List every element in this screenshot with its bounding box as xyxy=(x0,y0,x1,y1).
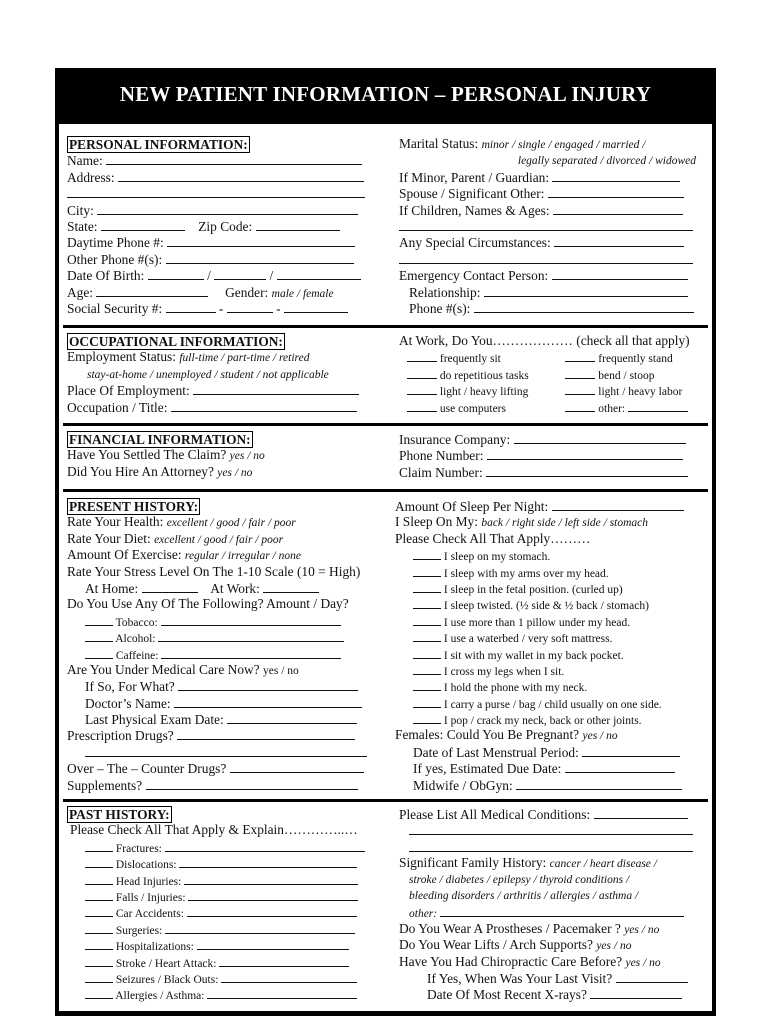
circumstances-field-2[interactable] xyxy=(399,251,693,264)
family-options-1[interactable]: cancer / heart disease / xyxy=(549,858,657,871)
pregnant-options[interactable]: yes / no xyxy=(582,730,618,743)
past-field[interactable] xyxy=(221,970,357,983)
guardian-label: If Minor, Parent / Guardian: xyxy=(399,169,550,185)
lifts-options[interactable]: yes / no xyxy=(596,940,632,953)
spouse-field[interactable] xyxy=(548,185,684,198)
work-item: light / heavy labor xyxy=(598,386,683,399)
sleep-item: I sit with my wallet in my back pocket. xyxy=(443,649,624,662)
work-check[interactable] xyxy=(407,399,437,412)
past-field[interactable] xyxy=(207,986,357,999)
past-field[interactable] xyxy=(219,954,349,967)
past-check[interactable] xyxy=(85,954,113,967)
past-item: Stroke / Heart Attack: xyxy=(115,957,217,970)
children-field[interactable] xyxy=(553,202,683,215)
past-field[interactable] xyxy=(187,904,357,917)
occupational-header: OCCUPATIONAL INFORMATION: xyxy=(69,334,283,349)
circumstances-field[interactable] xyxy=(554,234,684,247)
work-check[interactable] xyxy=(565,366,595,379)
sleep-item: I cross my legs when I sit. xyxy=(443,665,565,678)
divider xyxy=(63,489,708,492)
family-label: Significant Family History: xyxy=(399,855,547,871)
health-options[interactable]: excellent / good / fair / poor xyxy=(166,517,296,530)
emergency-field[interactable] xyxy=(552,267,688,280)
medical-care-options[interactable]: yes / no xyxy=(263,664,299,677)
claim-label: Claim Number: xyxy=(399,464,483,480)
chiro-label: Have You Had Chiropractic Care Before? xyxy=(399,953,623,969)
past-check[interactable] xyxy=(85,888,113,901)
work-items-left xyxy=(399,349,565,415)
medical-conditions-field-3[interactable] xyxy=(409,839,693,852)
pregnant-label: Females: Could You Be Pregnant? xyxy=(395,727,580,743)
sleep-on-label: I Sleep On My: xyxy=(395,514,478,530)
ssn-field-2[interactable] xyxy=(227,300,273,313)
dob-month-field[interactable] xyxy=(148,267,204,280)
due-date-label: If yes, Estimated Due Date: xyxy=(413,761,562,777)
midwife-label: Midwife / ObGyn: xyxy=(413,777,513,793)
sleep-check[interactable] xyxy=(413,711,441,724)
past-field[interactable] xyxy=(165,921,355,934)
past-check-label: Please Check All That Apply & Explain…………..… xyxy=(70,822,358,838)
divider xyxy=(63,799,708,802)
substance-check[interactable] xyxy=(85,613,113,626)
attorney-label: Did You Hire An Attorney? xyxy=(67,463,214,479)
sleep-check[interactable] xyxy=(413,613,441,626)
children-field-2[interactable] xyxy=(399,218,693,231)
ssn-field-3[interactable] xyxy=(284,300,348,313)
past-check[interactable] xyxy=(85,970,113,983)
at-home-field[interactable] xyxy=(142,580,198,593)
substance-label: Tobacco: xyxy=(115,616,158,629)
sleep-item: I hold the phone with my neck. xyxy=(443,682,588,695)
xrays-label: Date Of Most Recent X-rays? xyxy=(427,987,587,1003)
past-field[interactable] xyxy=(188,888,358,901)
sleep-check[interactable] xyxy=(413,662,441,675)
family-options-4[interactable]: other: xyxy=(409,908,438,921)
work-items-right xyxy=(565,349,704,415)
supplements-field[interactable] xyxy=(146,777,358,790)
past-check[interactable] xyxy=(85,921,113,934)
claim-field[interactable] xyxy=(486,464,688,477)
place-label: Place Of Employment: xyxy=(67,383,190,399)
prosthesis-options[interactable]: yes / no xyxy=(624,923,660,936)
sleep-check[interactable] xyxy=(413,678,441,691)
otc-field[interactable] xyxy=(230,760,364,773)
last-exam-label: Last Physical Exam Date: xyxy=(85,712,224,728)
medical-conditions-label: Please List All Medical Conditions: xyxy=(399,807,591,822)
circumstances-label: Any Special Circumstances: xyxy=(399,235,551,251)
past-item: Car Accidents: xyxy=(115,908,184,921)
work-item: use computers xyxy=(439,402,506,415)
prosthesis-label: Do You Wear A Prostheses / Pacemaker ? xyxy=(399,920,621,936)
work-item: frequently sit xyxy=(439,353,501,366)
exercise-options[interactable]: regular / irregular / none xyxy=(184,550,301,563)
family-other-field[interactable] xyxy=(440,904,684,917)
marital-label: Marital Status: xyxy=(399,136,479,151)
medical-conditions-field[interactable] xyxy=(594,806,688,819)
substance-label: Alcohol: xyxy=(115,633,156,646)
midwife-field[interactable] xyxy=(516,777,682,790)
daytime-phone-label: Daytime Phone #: xyxy=(67,235,164,251)
sleep-check[interactable] xyxy=(413,695,441,708)
menstrual-label: Date of Last Menstrual Period: xyxy=(413,744,579,760)
dob-label: Date Of Birth: xyxy=(67,268,145,284)
sleep-on-options[interactable]: back / right side / left side / stomach xyxy=(481,517,649,530)
contact-phone-field[interactable] xyxy=(474,300,694,313)
past-check[interactable] xyxy=(85,937,113,950)
sleep-amount-field[interactable] xyxy=(552,498,684,511)
relationship-label: Relationship: xyxy=(409,284,481,300)
sleep-item: I pop / crack my neck, back or other joints. xyxy=(443,715,642,728)
sleep-check[interactable] xyxy=(413,629,441,642)
daytime-phone-field[interactable] xyxy=(167,234,355,247)
last-visit-field[interactable] xyxy=(616,970,688,983)
employment-options-1[interactable]: full-time / part-time / retired xyxy=(179,352,310,365)
diet-label: Rate Your Diet: xyxy=(67,530,151,546)
gender-label: Gender: xyxy=(225,284,269,300)
past-check[interactable] xyxy=(85,986,113,999)
substance-field[interactable] xyxy=(161,613,341,626)
menstrual-field[interactable] xyxy=(582,744,680,757)
for-what-field[interactable] xyxy=(178,678,358,691)
substance-label: Caffeine: xyxy=(115,649,159,662)
address-field[interactable] xyxy=(118,169,364,182)
past-item: Hospitalizations: xyxy=(115,941,194,954)
doctor-label: Doctor’s Name: xyxy=(85,695,171,711)
city-label: City: xyxy=(67,202,94,218)
exercise-label: Amount Of Exercise: xyxy=(67,547,182,563)
work-check[interactable] xyxy=(407,366,437,379)
otc-label: Over – The – Counter Drugs? xyxy=(67,761,227,777)
employment-options-2[interactable]: stay-at-home / unemployed / student / not applicable xyxy=(87,368,329,381)
spouse-label: Spouse / Significant Other: xyxy=(399,186,545,202)
financial-header: FINANCIAL INFORMATION: xyxy=(69,432,251,447)
substance-field[interactable] xyxy=(161,646,341,659)
past-field[interactable] xyxy=(179,855,357,868)
work-item: frequently stand xyxy=(598,353,673,366)
medical-care-label: Are You Under Medical Care Now? xyxy=(67,661,260,677)
ssn-label: Social Security #: xyxy=(67,300,163,316)
age-label: Age: xyxy=(67,284,94,300)
name-field[interactable] xyxy=(106,152,362,165)
past-item: Seizures / Black Outs: xyxy=(115,973,219,986)
sleep-check[interactable] xyxy=(413,547,441,560)
family-options-2[interactable]: stroke / diabetes / epilepsy / thyroid conditions / xyxy=(409,873,630,886)
present-header: PRESENT HISTORY: xyxy=(69,499,199,514)
form-title: NEW PATIENT INFORMATION – PERSONAL INJURY xyxy=(55,68,716,120)
past-check[interactable] xyxy=(85,904,113,917)
past-item: Surgeries: xyxy=(115,924,163,937)
settled-label: Have You Settled The Claim? xyxy=(67,447,227,463)
ssn-field-1[interactable] xyxy=(166,300,216,313)
work-check[interactable] xyxy=(407,382,437,395)
sleep-item: I use more than 1 pillow under my head. xyxy=(443,616,631,629)
work-check[interactable] xyxy=(565,349,595,362)
work-check[interactable] xyxy=(565,399,595,412)
sleep-check[interactable] xyxy=(413,596,441,609)
past-item: Dislocations: xyxy=(115,859,177,872)
medical-conditions-field-2[interactable] xyxy=(409,822,693,835)
at-work-label: At Work, Do You……………… (check all that apply) xyxy=(399,333,690,348)
work-item: light / heavy lifting xyxy=(439,386,529,399)
employment-label: Employment Status: xyxy=(67,349,176,365)
past-check[interactable] xyxy=(85,855,113,868)
past-check[interactable] xyxy=(85,839,113,852)
check-all-label: Please Check All That Apply……… xyxy=(395,530,591,546)
last-exam-field[interactable] xyxy=(227,711,357,724)
past-field[interactable] xyxy=(165,839,365,852)
contact-phone-label: Phone #(s): xyxy=(409,300,471,316)
occupation-label: Occupation / Title: xyxy=(67,399,168,415)
at-home-label: At Home: xyxy=(85,580,139,596)
substance-field[interactable] xyxy=(158,629,344,642)
past-header: PAST HISTORY: xyxy=(69,807,170,822)
supplements-label: Supplements? xyxy=(67,777,143,793)
past-item: Allergies / Asthma: xyxy=(115,990,205,1003)
attorney-options[interactable]: yes / no xyxy=(217,466,253,479)
occupation-field[interactable] xyxy=(171,399,357,412)
work-item: other: xyxy=(598,402,626,415)
work-item: do repetitious tasks xyxy=(439,369,529,382)
form-body: PERSONAL INFORMATION: Name: Address: City: State: Zip Code: Daytime Phone #: Other Phone #(s): Date Of Birth: / / Age: Gender: male / female Social Security #: - - Marital Status: minor / single / engaged / married / legally separated / divorced / widowed If Minor, Parent / Guardian: Spouse / Significant Other: If Children, Names & Ages: Any Special Circumstances: Emergency Contact Person: Relationship: Phone #(s): OCCUPATIONAL INFORMATION: Employment Status: full-time / part-time / retired stay-at-home / unemployed / student / not applicable Place Of Employment: Occupation / Title: At Work, Do You……………… (check all that apply) frequently sit do repetitious tasks light / heavy lifting use computers frequently stand bend / stoop light / heavy labor other: FINANCIAL INFORMATION: Have You Settled The Claim? yes / no Did You Hire An Attorney? yes / no Insurance Company: Phone Number: Claim Number: PRESENT HISTORY: Rate Your Health: excellent / good / fair / poor Rate Your Diet: excellent / good / fair / poor Amount Of Exercise: regular / irregular / none Rate Your Stress Level On The 1-10 Scale (10 = High) At Home: At Work: Do You Use Any Of The Following? Amount / Day? Tobacco: Alcohol: Caffeine: Are You Under Medical Care Now? yes / no If So, For What? Doctor’s Name: Last Physical Exam Date: Prescription Drugs? Over – The – Counter Drugs? Supplements? Amount Of Sleep Per Night: I Sleep On My: back / right side / left side / stomach Please Check All That Apply……… I sleep on my stomach. I sleep with my arms over my head. I sleep in the fetal position. (curled up) I sleep twisted. (½ side & ½ back / stomach) I use more than 1 pillow under my head. I use a waterbed / very soft mattress. I sit with my wallet in my back pocket. I cross my legs when I sit. I hold the phone with my neck. I carry a purse / bag / child usually on one side. I pop / crack my neck, back or other joints. Females: Could You Be Pregnant? yes / no Date of Last Menstrual Period: If yes, Estimated Due Date: Midwife / ObGyn: PAST HISTORY: Please Check All That Apply & Explain…………..… Fractures: Dislocations: Head Injuries: Falls / Injuries: Car Accidents: Surgeries: Hospitalizations: Stroke / Heart Attack: Seizures / Black Outs: Allergies / Asthma: Please List All Medical Conditions: Significant Family History: cancer / heart disease / stroke / diabetes / epilepsy / thyroid conditions / bleeding disorders / arthritis / allergies / asthma / other: Do You Wear A Prostheses / Pacemaker ? yes / no Do You Wear Lifts / Arch Supports? yes / no Have You Had Chiropractic Care Before? yes / no If Yes, When Was Your Last Visit? Date Of Most Recent X-rays? xyxy=(59,124,712,1011)
divider xyxy=(63,423,708,426)
family-options-3[interactable]: bleeding disorders / arthritis / allergies / asthma / xyxy=(409,889,639,902)
past-field[interactable] xyxy=(184,872,358,885)
sleep-item: I sleep twisted. (½ side & ½ back / stomach) xyxy=(443,600,649,613)
state-field[interactable] xyxy=(101,218,185,231)
insurance-phone-field[interactable] xyxy=(487,447,683,460)
work-item: bend / stoop xyxy=(598,369,655,382)
address-field-2[interactable] xyxy=(67,185,365,198)
city-field[interactable] xyxy=(97,202,358,215)
guardian-field[interactable] xyxy=(552,169,680,182)
emergency-label: Emergency Contact Person: xyxy=(399,268,549,284)
state-label: State: xyxy=(67,218,98,234)
work-check[interactable] xyxy=(565,382,595,395)
zip-field[interactable] xyxy=(256,218,340,231)
insurance-field[interactable] xyxy=(514,431,686,444)
other-phone-label: Other Phone #(s): xyxy=(67,251,163,267)
past-item: Head Injuries: xyxy=(115,875,182,888)
substance-check[interactable] xyxy=(85,629,113,642)
stress-work-label: At Work: xyxy=(210,580,260,596)
children-label: If Children, Names & Ages: xyxy=(399,202,550,218)
substance-check[interactable] xyxy=(85,646,113,659)
diet-options[interactable]: excellent / good / fair / poor xyxy=(154,533,284,546)
past-item: Fractures: xyxy=(115,842,162,855)
health-label: Rate Your Health: xyxy=(67,514,164,530)
xrays-field[interactable] xyxy=(590,986,682,999)
marital-options-2[interactable]: legally separated / divorced / widowed xyxy=(517,155,696,168)
work-check[interactable] xyxy=(407,349,437,362)
stress-label: Rate Your Stress Level On The 1-10 Scale (10 = High) xyxy=(67,563,361,579)
zip-label: Zip Code: xyxy=(198,218,253,234)
past-field[interactable] xyxy=(197,937,349,950)
sleep-item: I sleep on my stomach. xyxy=(443,551,551,564)
dob-year-field[interactable] xyxy=(277,267,361,280)
following-label: Do You Use Any Of The Following? Amount / Day? xyxy=(67,596,349,612)
relationship-field[interactable] xyxy=(484,284,688,297)
sleep-amount-label: Amount Of Sleep Per Night: xyxy=(395,499,549,514)
prescription-field[interactable] xyxy=(177,727,355,740)
for-what-label: If So, For What? xyxy=(85,679,175,695)
chiro-options[interactable]: yes / no xyxy=(625,956,661,969)
sleep-check[interactable] xyxy=(413,646,441,659)
past-item: Falls / Injuries: xyxy=(115,891,186,904)
personal-header: PERSONAL INFORMATION: xyxy=(69,137,248,152)
lifts-label: Do You Wear Lifts / Arch Supports? xyxy=(399,937,593,953)
prescription-field-2[interactable] xyxy=(85,744,367,757)
other-phone-field[interactable] xyxy=(166,251,354,264)
last-visit-label: If Yes, When Was Your Last Visit? xyxy=(427,970,613,986)
gender-options[interactable]: male / female xyxy=(271,287,334,300)
sleep-item: I sleep with my arms over my head. xyxy=(443,567,609,580)
dob-day-field[interactable] xyxy=(214,267,266,280)
stress-work-field[interactable] xyxy=(263,580,319,593)
marital-options-1[interactable]: minor / single / engaged / married / xyxy=(481,139,646,151)
divider xyxy=(63,325,708,328)
sleep-item: I carry a purse / bag / child usually on one side. xyxy=(443,698,662,711)
sleep-check[interactable] xyxy=(413,580,441,593)
address-label: Address: xyxy=(67,169,115,185)
settled-options[interactable]: yes / no xyxy=(229,450,265,463)
name-label: Name: xyxy=(67,153,103,169)
place-field[interactable] xyxy=(193,382,359,395)
doctor-field[interactable] xyxy=(174,695,362,708)
form-frame xyxy=(55,120,716,1016)
insurance-label: Insurance Company: xyxy=(399,432,511,447)
age-field[interactable] xyxy=(96,284,208,297)
prescription-label: Prescription Drugs? xyxy=(67,728,174,744)
sleep-item: I sleep in the fetal position. (curled up) xyxy=(443,583,623,596)
work-other-field[interactable] xyxy=(628,399,688,412)
sleep-check[interactable] xyxy=(413,564,441,577)
insurance-phone-label: Phone Number: xyxy=(399,448,484,464)
past-check[interactable] xyxy=(85,872,113,885)
due-date-field[interactable] xyxy=(565,760,675,773)
sleep-item: I use a waterbed / very soft mattress. xyxy=(443,633,613,646)
